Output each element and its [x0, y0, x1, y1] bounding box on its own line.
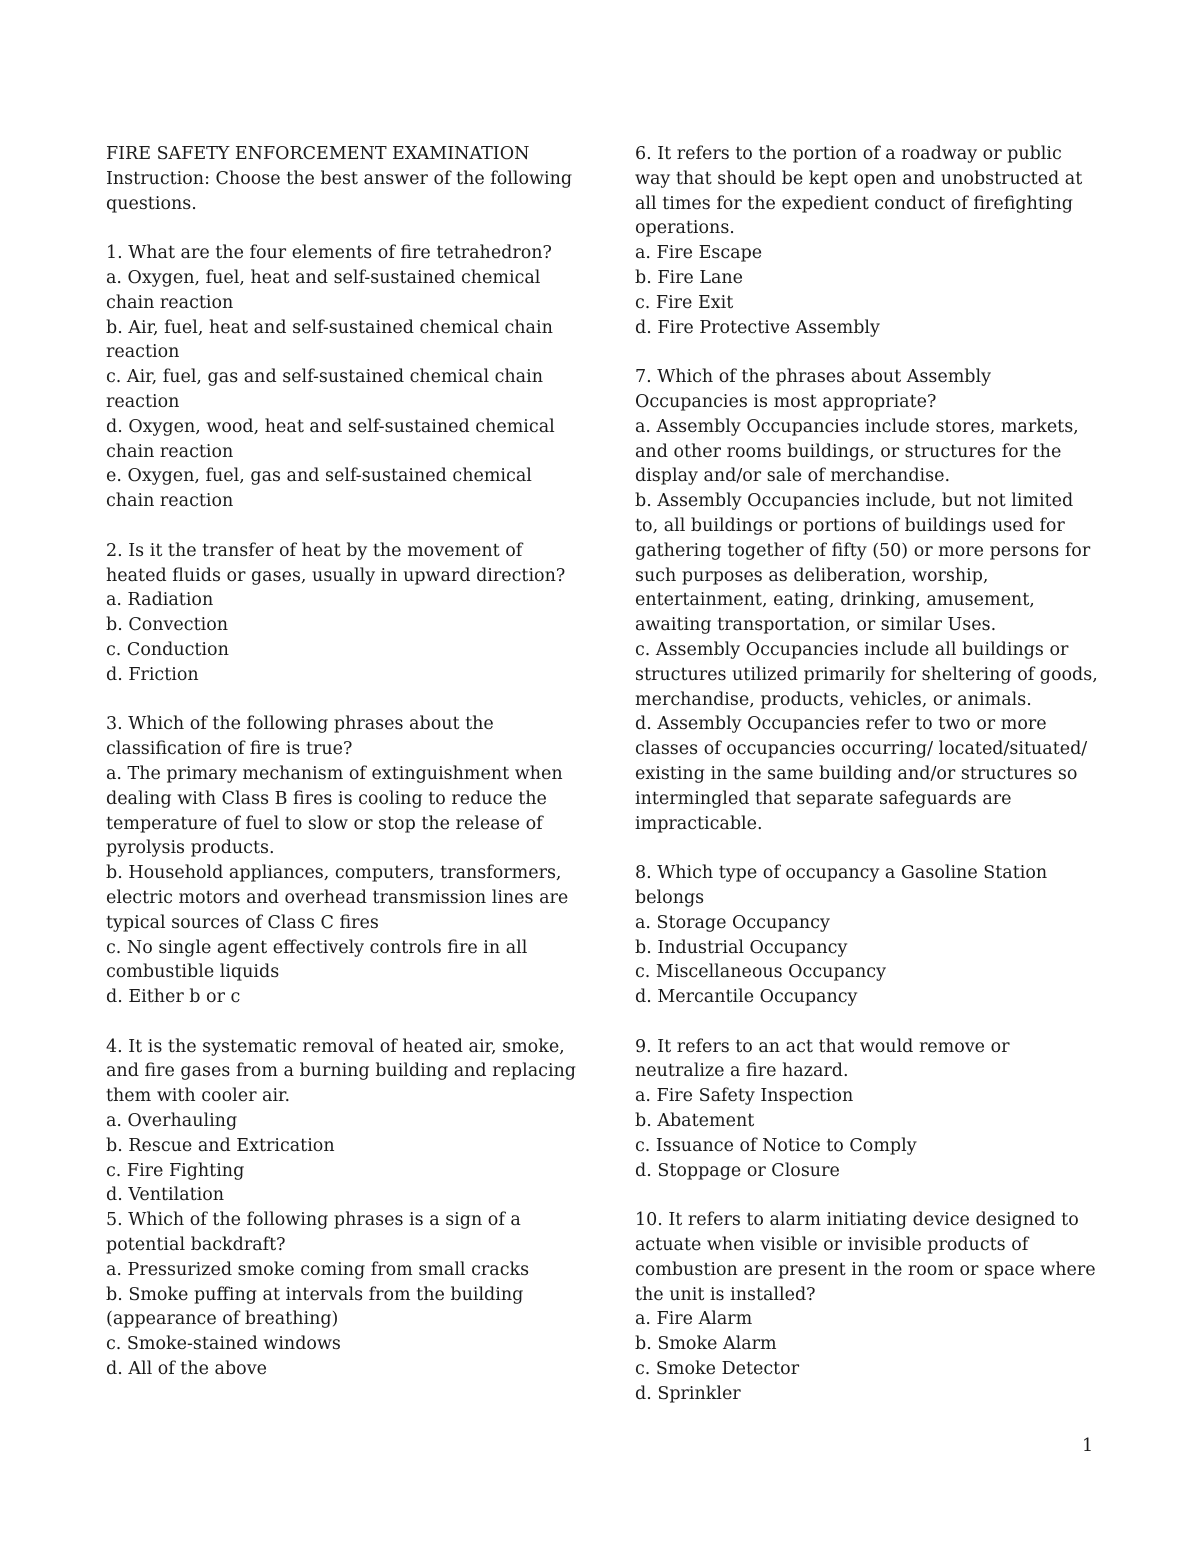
question-block [635, 142, 1100, 340]
answer-choice: a. Assembly Occupancies include stores, markets, and other rooms buildings, or structures for the display and/or sale of merchandise. [635, 416, 1085, 487]
answer-choice: a. The primary mechanism of extinguishment when dealing with Class B fires is cooling to reduce the temperature of fuel to slow or stop the release of pyrolysis products. [106, 763, 569, 859]
question-block [635, 1035, 1100, 1184]
question-text: 9. It refers to an act that would remove or neutralize a fire hazard. [635, 1036, 1016, 1082]
answer-choice: c. Assembly Occupancies include all buildings or structures utilized primarily for sheltering of goods, merchandise, products, vehicles, or animals. [635, 639, 1104, 710]
question-text: 2. Is it the transfer of heat by the movement of heated fluids or gases, usually in upward direction? [106, 540, 566, 586]
answer-choice: b. Abatement [635, 1111, 755, 1132]
answer-choice: d. Mercantile Occupancy [635, 987, 858, 1008]
page-number: 1 [1082, 1436, 1094, 1456]
question-text: 1. What are the four elements of fire tetrahedron? [106, 243, 552, 264]
answer-choice: a. Overhauling [106, 1111, 238, 1132]
question-block [635, 365, 1104, 836]
question-block [106, 1208, 576, 1382]
answer-choice: a. Pressurized smoke coming from small cracks [106, 1259, 530, 1280]
answer-choice: d. Friction [106, 664, 199, 685]
left-column [106, 142, 582, 1382]
answer-choice: b. Fire Lane [635, 267, 744, 288]
answer-choice: a. Radiation [106, 590, 214, 611]
question-text: 6. It refers to the portion of a roadway or public way that should be kept open and unobstructed at all times for the expedient conduct of firefighting operations. [635, 144, 1088, 239]
answer-choice: b. Household appliances, computers, transformers, electric motors and overhead transmission lines are typical sources of Class C fires [106, 863, 574, 933]
answer-choice: b. Air, fuel, heat and self-sustained chemical chain reaction [106, 317, 559, 363]
answer-choice: d. Fire Protective Assembly [635, 317, 880, 338]
answer-choice: d. Either b or c [106, 987, 241, 1008]
question-block [106, 712, 576, 1010]
exam-header [106, 142, 576, 216]
answer-choice: b. Convection [106, 615, 229, 636]
answer-choice: c. Fire Fighting [106, 1160, 245, 1181]
question-block [106, 1035, 582, 1209]
question-text: 8. Which type of occupancy a Gasoline Station belongs [635, 863, 1053, 908]
question-text: 7. Which of the phrases about Assembly Occupancies is most appropriate? [635, 367, 997, 412]
answer-choice: c. Smoke-stained windows [106, 1334, 341, 1355]
answer-choice: d. Sprinkler [635, 1383, 741, 1404]
answer-choice: d. Assembly Occupancies refer to two or more classes of occupancies occurring/ located/situated/ existing in the same building and/or structures so intermingled that separate safeguards are impracticable. [635, 714, 1093, 834]
question-text: 3. Which of the following phrases about the classification of fire is true? [106, 714, 500, 760]
question-block [106, 241, 576, 514]
answer-choice: e. Oxygen, fuel, gas and self-sustained chemical chain reaction [106, 466, 538, 512]
answer-choice: c. Issuance of Notice to Comply [635, 1135, 917, 1156]
answer-choice: b. Rescue and Extrication [106, 1135, 335, 1156]
answer-choice: a. Fire Escape [635, 243, 763, 264]
answer-choice: a. Storage Occupancy [635, 912, 830, 933]
exam-title: FIRE SAFETY ENFORCEMENT EXAMINATION [106, 144, 530, 164]
answer-choice: d. Stoppage or Closure [635, 1160, 840, 1181]
answer-choice: b. Smoke puffing at intervals from the building (appearance of breathing) [106, 1284, 529, 1330]
answer-choice: a. Fire Safety Inspection [635, 1086, 854, 1107]
answer-choice: a. Oxygen, fuel, heat and self-sustained chemical chain reaction [106, 267, 546, 313]
answer-choice: c. Air, fuel, gas and self-sustained chemical chain reaction [106, 367, 549, 412]
answer-choice: d. Oxygen, wood, heat and self-sustained chemical chain reaction [106, 416, 561, 462]
exam-instruction: Instruction: Choose the best answer of the following questions. [106, 168, 578, 214]
question-block [106, 539, 576, 688]
answer-choice: d. All of the above [106, 1359, 267, 1380]
question-text: 10. It refers to alarm initiating device designed to actuate when visible or invisible products of combustion are present in the room or space where the unit is installed? [635, 1210, 1102, 1305]
answer-choice: b. Assembly Occupancies include, but not limited to, all buildings or portions of buildings used for gathering together of fifty (50) or more persons for such purposes as deliberation, worship, entertainment, eating, drinking, amusement, awaiting transportation, or similar Uses. [635, 491, 1096, 636]
answer-choice: c. Conduction [106, 639, 229, 660]
answer-choice: c. Fire Exit [635, 292, 734, 313]
right-column [635, 142, 1104, 1407]
question-text: 4. It is the systematic removal of heated air, smoke, and fire gases from a burning building and replacing them with cooler air. [106, 1036, 582, 1107]
answer-choice: a. Fire Alarm [635, 1309, 753, 1330]
question-block [635, 861, 1100, 1010]
answer-choice: c. No single agent effectively controls fire in all combustible liquids [106, 937, 533, 983]
question-block [635, 1208, 1100, 1406]
answer-choice: d. Ventilation [106, 1185, 225, 1206]
answer-choice: b. Smoke Alarm [635, 1334, 777, 1355]
answer-choice: c. Smoke Detector [635, 1359, 800, 1380]
question-text: 5. Which of the following phrases is a sign of a potential backdraft? [106, 1210, 527, 1256]
answer-choice: c. Miscellaneous Occupancy [635, 962, 886, 983]
answer-choice: b. Industrial Occupancy [635, 937, 848, 958]
